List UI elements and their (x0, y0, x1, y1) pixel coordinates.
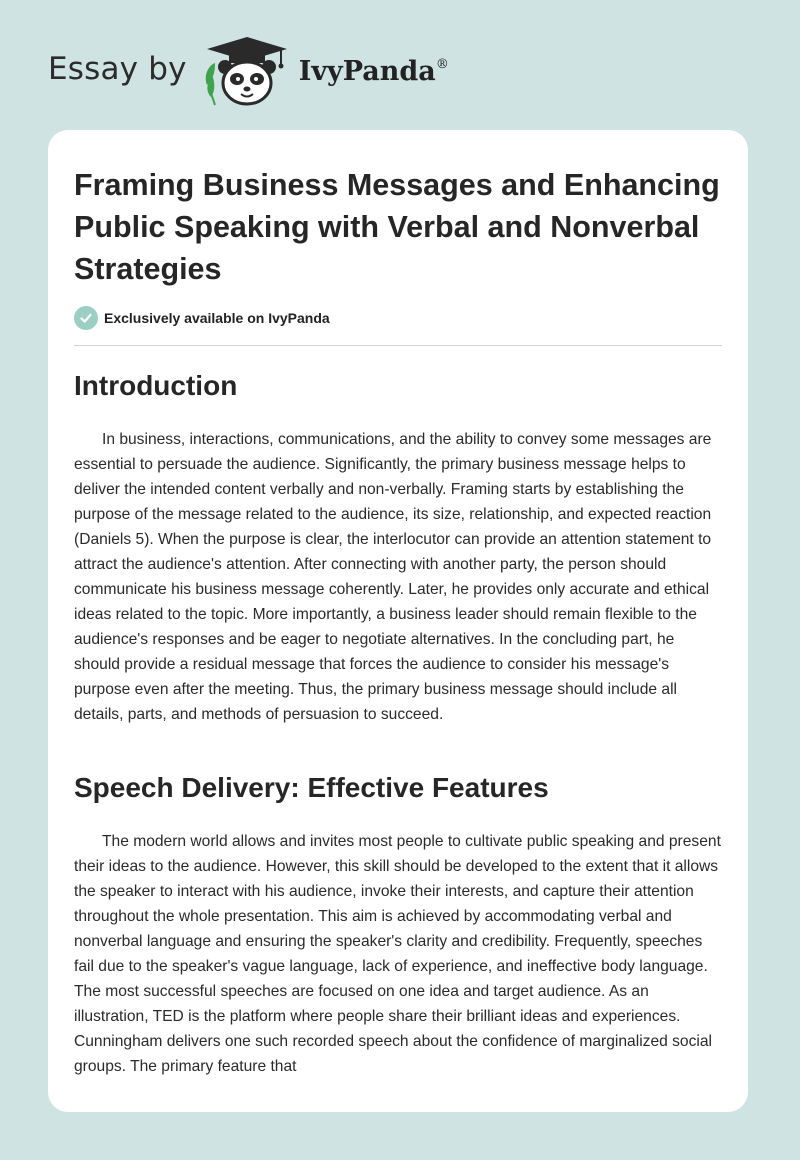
section-paragraph: The modern world allows and invites most people to cultivate public speaking and present their ideas to the audience. However, this skill should be developed to the extent that it allows the speaker to interact with his audience, invoke their interests, and capture their attention throughout the whole presentation. This aim is achieved by accommodating verbal and nonverbal language and ensuring the speaker's clarity and credibility. Frequently, speeches fail due to the speaker's vague language, lack of experience, and ineffective body language. The most successful speeches are focused on one idea and target audience. As an illustration, TED is the platform where people share their brilliant ideas and experiences. Cunningham delivers one such recorded speech about the confidence of marginalized social groups. The primary feature that (74, 833, 721, 1075)
section-heading: Introduction (74, 370, 238, 401)
check-circle-icon (74, 306, 98, 330)
section-paragraph: In business, interactions, communications, and the ability to convey some messages are essential to persuade the audience. Significantly, the primary business message helps to deliver the intended content verbally and non-verbally. Framing starts by establishing the purpose of the message related to the audience, its size, relationship, and expected reaction (Daniels 5). When the purpose is clear, the interlocutor can provide an attention statement to attract the audience's attention. After connecting with another party, the person should communicate his business message coherently. Later, he provides only accurate and ethical ideas related to the topic. More importantly, a business leader should remain flexible to the audience's responses and be eager to negotiate alternatives. In the concluding part, he should provide a residual message that forces the audience to consider his message's purpose even after the meeting. Thus, the primary business message should include all details, parts, and methods of persuasion to succeed. (74, 431, 712, 723)
exclusive-badge (74, 306, 330, 330)
brand-header (48, 36, 449, 106)
exclusive-badge-label: Exclusively available on IvyPanda (104, 310, 330, 326)
essay-card (48, 130, 748, 1112)
brand-name: IvyPanda® (298, 55, 449, 87)
section-heading: Speech Delivery: Effective Features (74, 772, 549, 803)
brand-prefix: Essay by (48, 51, 187, 87)
essay-title: Framing Business Messages and Enhancing Public Speaking with Verbal and Nonverbal Strategies (74, 168, 720, 286)
panda-graduate-icon (201, 35, 293, 107)
title-divider (74, 345, 722, 346)
